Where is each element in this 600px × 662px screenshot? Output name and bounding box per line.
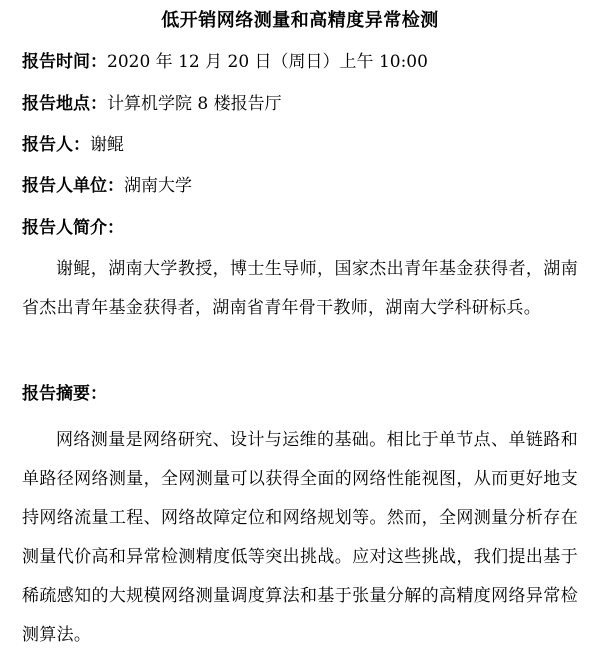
field-label-location: 报告地点： xyxy=(22,94,107,114)
field-label-time: 报告时间： xyxy=(22,52,107,72)
bio-label: 报告人简介： xyxy=(22,218,124,238)
field-label-speaker: 报告人： xyxy=(22,135,90,155)
bio-paragraph: 谢鲲，湖南大学教授，博士生导师，国家杰出青年基金获得者，湖南省杰出青年基金获得者，湖南省青年骨干教师，湖南大学科研标兵。 xyxy=(22,259,578,318)
field-affiliation xyxy=(22,174,192,198)
field-report-location xyxy=(22,92,282,116)
field-value-time: 2020 年 12 月 20 日（周日）上午 10:00 xyxy=(107,52,428,72)
field-value-affiliation: 湖南大学 xyxy=(124,176,192,196)
abstract-heading xyxy=(22,382,107,406)
field-value-speaker: 谢鲲 xyxy=(90,135,124,155)
document-title: 低开销网络测量和高精度异常检测 xyxy=(161,10,439,31)
field-report-time xyxy=(22,50,428,74)
abstract-label: 报告摘要： xyxy=(22,384,107,404)
field-label-affiliation: 报告人单位： xyxy=(22,176,124,196)
bio-heading xyxy=(22,216,124,240)
abstract-paragraph: 网络测量是网络研究、设计与运维的基础。相比于单节点、单链路和单路径网络测量，全网测量可以获得全面的网络性能视图，从而更好地支持网络流量工程、网络故障定位和网络规划等。然而，全网测量分析存在测量代价高和异常检测精度低等突出挑战。应对这些挑战，我们提出基于稀疏感知的大规模网络测量调度算法和基于张量分解的高精度网络异常检测算法。 xyxy=(22,430,578,645)
field-value-location: 计算机学院 8 楼报告厅 xyxy=(107,94,282,114)
field-speaker xyxy=(22,133,124,157)
